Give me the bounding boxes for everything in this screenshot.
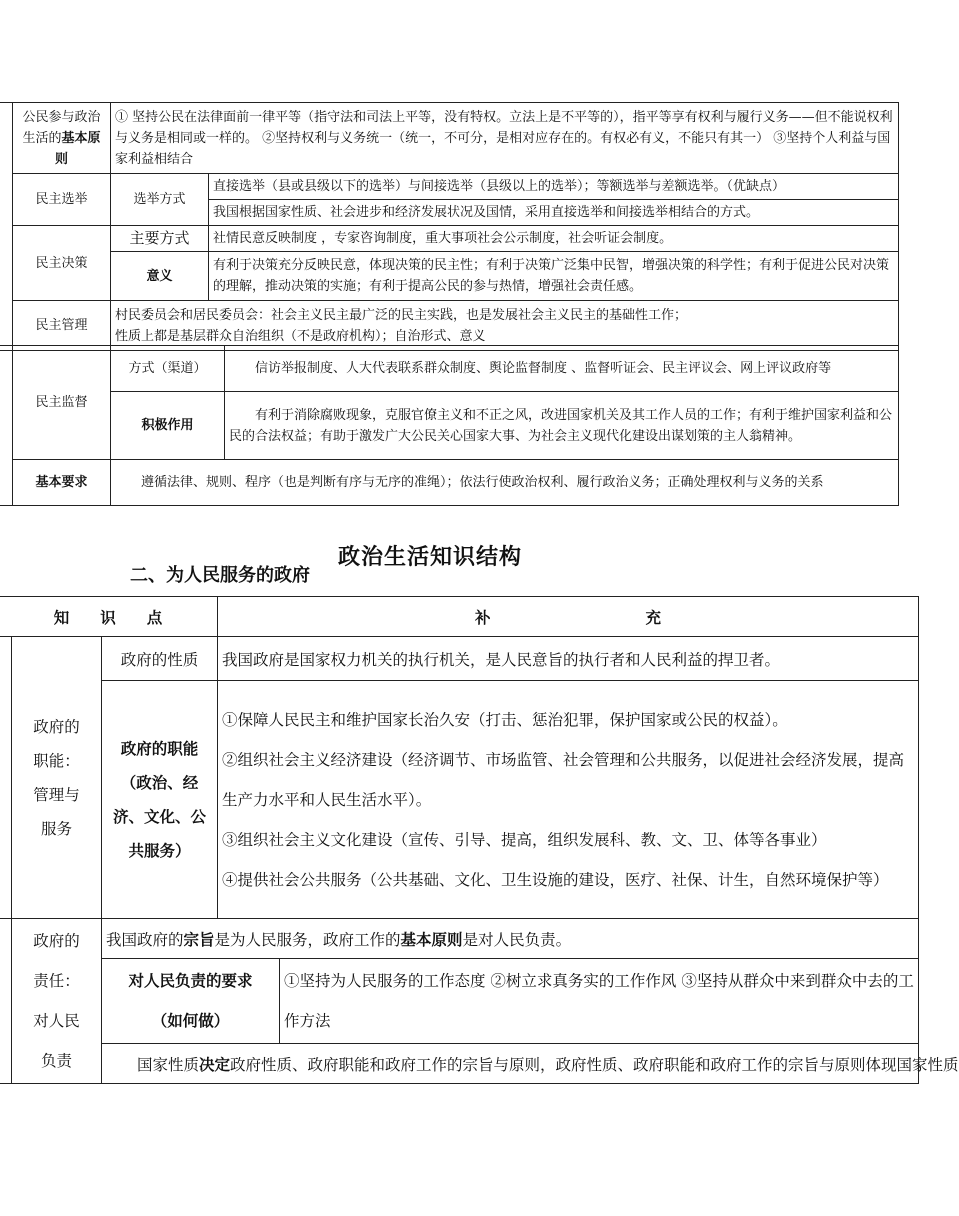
table-header-row (0, 597, 919, 637)
basic-requirement-text: 遵循法律、规则、程序（也是判断有序与无序的准绳）；依法行使政治权利、履行政治义务；正确处理权利与义务的关系 (111, 460, 899, 506)
table-row (0, 103, 899, 174)
label-line: 对人民 (33, 1012, 80, 1030)
participation-table (0, 102, 899, 351)
government-table (0, 596, 959, 1084)
function-item: ②组织社会主义经济建设（经济调节、市场监管、社会管理和公共服务，以促进社会经济发展，提高生产力水平和人民生活水平）。 (222, 750, 905, 809)
table-row (0, 252, 899, 301)
table-row (0, 346, 899, 392)
decision-label: 民主决策 (13, 226, 111, 301)
label-line: 管理与 (33, 785, 80, 804)
label-line: 政府的职能 (120, 739, 199, 758)
basic-requirement-label: 基本要求 (13, 460, 111, 506)
table-row (0, 637, 919, 681)
label-line: 责任： (33, 972, 80, 990)
principles-label: 公民参与政治生活的基本原则 (13, 103, 111, 174)
decision-main-text: 社情民意反映制度 ，专家咨询制度，重大事项社会公示制度，社会听证会制度。 (209, 226, 899, 252)
nature-label: 政府的性质 (102, 637, 218, 681)
functions-list (218, 681, 919, 919)
responsibility-group-label (12, 919, 102, 1084)
table-row (0, 392, 899, 460)
left-margin-cell (0, 919, 12, 1084)
table-row (0, 174, 899, 200)
label-line: 职能： (33, 751, 80, 770)
management-line-1: 村民委员会和居民委员会：社会主义民主最广泛的民主实践，也是发展社会主义民主的基础性工作； (115, 307, 688, 323)
table-row (0, 681, 919, 919)
label-line: 负责 (40, 1052, 72, 1070)
nature-text: 我国政府是国家权力机关的执行机关，是人民意旨的执行者和人民利益的捍卫者。 (218, 637, 919, 681)
supervision-table (0, 345, 899, 506)
left-margin-cell (0, 637, 12, 919)
label-line: 政府的 (33, 932, 80, 950)
label-line: 服务 (40, 819, 72, 838)
table-row (0, 1044, 919, 1084)
function-group-label (12, 637, 102, 919)
function-item: ④提供社会公共服务（公共基础、文化、卫生设施的建设，医疗、社保、计生，自然环境保护等） (222, 870, 889, 889)
election-row-2: 我国根据国家性质、社会进步和经济发展状况及国情，采用直接选举和间接选举相结合的方式。 (209, 200, 899, 226)
label-line: 济、文化、公 (112, 807, 206, 826)
supervision-label: 民主监督 (13, 346, 111, 460)
decide-text: 国家性质决定政府性质、政府职能和政府工作的宗旨与原则，政府性质、政府职能和政府工作的宗旨与原则体现国家性质 (102, 1044, 919, 1084)
election-row-1: 直接选举（县或县级以下的选举）与间接选举（县级以上的选举）；等额选举与差额选举。（优缺点） (209, 174, 899, 200)
table-row (0, 959, 919, 1044)
supervision-channel-text: 信访举报制度、人大代表联系群众制度、舆论监督制度 、监督听证会、民主评议会、网上评议政府等 (225, 346, 899, 392)
purpose-text: 我国政府的宗旨是为人民服务，政府工作的基本原则是对人民负责。 (102, 919, 919, 959)
management-label: 民主管理 (13, 301, 111, 351)
election-method-label: 选举方式 (111, 174, 209, 226)
management-line-2: 性质上都是基层群众自治组织（不是政府机构）；自治形式、意义 (115, 328, 486, 344)
decision-meaning-label: 意义 (111, 252, 209, 301)
label-line: （如何做） (151, 1012, 230, 1030)
supervision-effect-label: 积极作用 (111, 392, 225, 460)
label-line: 政府的 (33, 717, 80, 736)
section-subtitle: 二、为人民服务的政府 (130, 565, 310, 586)
table-row (0, 460, 899, 506)
principles-text: ① 坚持公民在法律面前一律平等（指守法和司法上平等，没有特权。立法上是不平等的），指平等享有权利与履行义务——但不能说权利与义务是相同或一样的。 ②坚持权利与义务统一（统一，不可分，是相对应存在的。有权必有义，不能只有其一） ③坚持个人利益与国家利益相结合 (111, 103, 899, 174)
supervision-channel-label: 方式（渠道） (111, 346, 225, 392)
management-text (111, 301, 899, 351)
header-supplement: 补 充 (218, 597, 919, 637)
table-row (0, 301, 899, 351)
label-line: 对人民负责的要求 (128, 972, 253, 990)
page-title: 政治生活知识结构 (337, 545, 522, 570)
election-label: 民主选举 (13, 174, 111, 226)
label-line: （政治、经 (120, 773, 199, 792)
table-row (0, 226, 899, 252)
decision-meaning-text: 有利于决策充分反映民意，体现决策的民主性；有利于决策广泛集中民智，增强决策的科学性；有利于促进公民对决策的理解，推动决策的实施；有利于提高公民的参与热情，增强社会责任感。 (209, 252, 899, 301)
decision-main-label: 主要方式 (111, 226, 209, 252)
left-margin-cell (0, 103, 13, 351)
function-item: ③组织社会主义文化建设（宣传、引导、提高，组织发展科、教、文、卫、体等各事业） (222, 830, 827, 849)
functions-label (102, 681, 218, 919)
supervision-effect-text: 有利于消除腐败现象，克服官僚主义和不正之风，改进国家机关及其工作人员的工作；有利于维护国家利益和公民的合法权益；有助于激发广大公民关心国家大事、为社会主义现代化建设出谋划策的主人翁精神。 (225, 392, 899, 460)
header-knowledge: 知 识 点 (0, 597, 218, 637)
table-row (0, 919, 919, 959)
requirement-label (102, 959, 280, 1044)
left-margin-cell (0, 346, 13, 506)
function-item: ①保障人民民主和维护国家长治久安（打击、惩治犯罪，保护国家或公民的权益）。 (222, 710, 788, 729)
requirement-text: ①坚持为人民服务的工作态度 ②树立求真务实的工作作风 ③坚持从群众中来到群众中去的工作方法 (280, 959, 919, 1044)
label-line: 共服务） (128, 841, 191, 860)
